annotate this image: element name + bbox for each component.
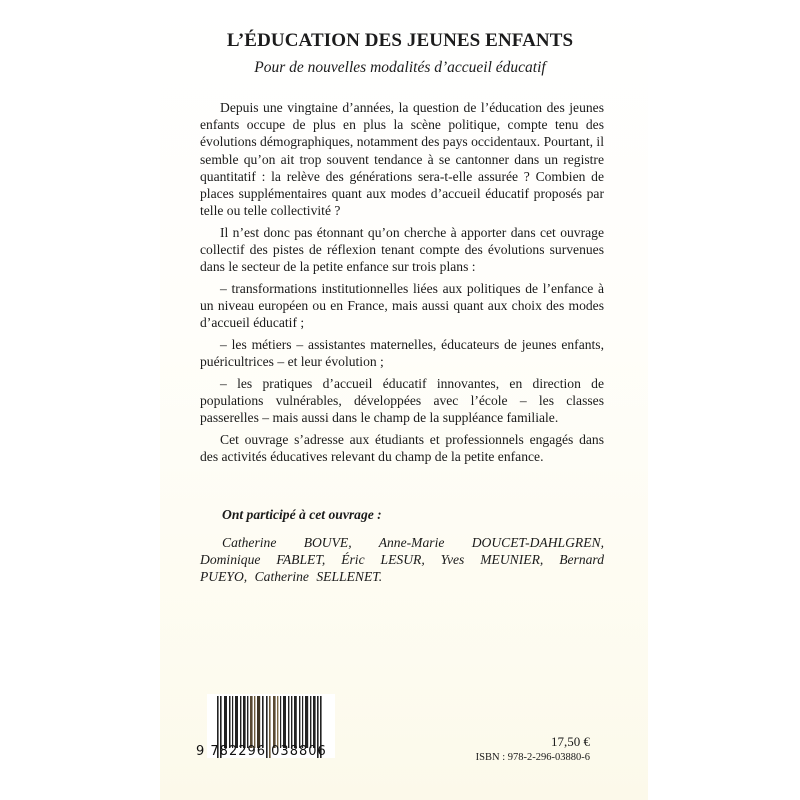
contributors-heading: Ont participé à cet ouvrage : — [222, 507, 382, 522]
book-subtitle: Pour de nouvelles modalités d’accueil éducatif — [254, 59, 546, 76]
blurb-list-item: – les pratiques d’accueil éducatif innovantes, en direction de populations vulnérables, développées avec l’école – les classes passerelles – mais aussi dans le champ de la suppléance familiale. — [200, 376, 604, 426]
blurb-paragraph: Depuis une vingtaine d’années, la question de l’éducation des jeunes enfants occupe de plus en plus la scène politique, compte tenu des évolutions démographiques, notamment des pays occidentaux. Pourtant, il semble qu’on ait trop souvent tendance à se cantonner dans un registre quantitatif : la relève des générations sera-t-elle assurée ? Combien de places supplémentaires quant aux modes d’accueil éducatif proposés par telle ou telle collectivité ? — [200, 100, 604, 219]
blurb-list-item: – transformations institutionnelles liées aux politiques de l’enfance à un niveau européen ou en France, mais aussi quant aux choix des modes d’accueil éducatif ; — [200, 281, 604, 331]
blurb-text — [200, 99, 604, 470]
blurb-paragraph: Il n’est donc pas étonnant qu’on cherche à apporter dans cet ouvrage collectif des pistes de réflexion tenant compte des évolutions survenues dans le secteur de la petite enfance sur trois plans : — [200, 224, 604, 275]
barcode-number: 9 782296 038806 — [196, 744, 327, 759]
contributors-list: Catherine BOUVE, Anne-Marie DOUCET-DAHLGREN, Dominique FABLET, Éric LESUR, Yves MEUNIER, Bernard PUEYO, Catherine SELLENET. — [200, 535, 604, 585]
blurb-list-item: – les métiers – assistantes maternelles, éducateurs de jeunes enfants, puéricultrices – et leur évolution ; — [200, 337, 604, 370]
blurb-paragraph: Cet ouvrage s’adresse aux étudiants et professionnels engagés dans des activités éducatives relevant du champ de la petite enfance. — [200, 432, 604, 465]
isbn: ISBN : 978-2-296-03880-6 — [475, 752, 590, 763]
price: 17,50 € — [551, 734, 590, 749]
book-title: L’ÉDUCATION DES JEUNES ENFANTS — [226, 30, 574, 51]
